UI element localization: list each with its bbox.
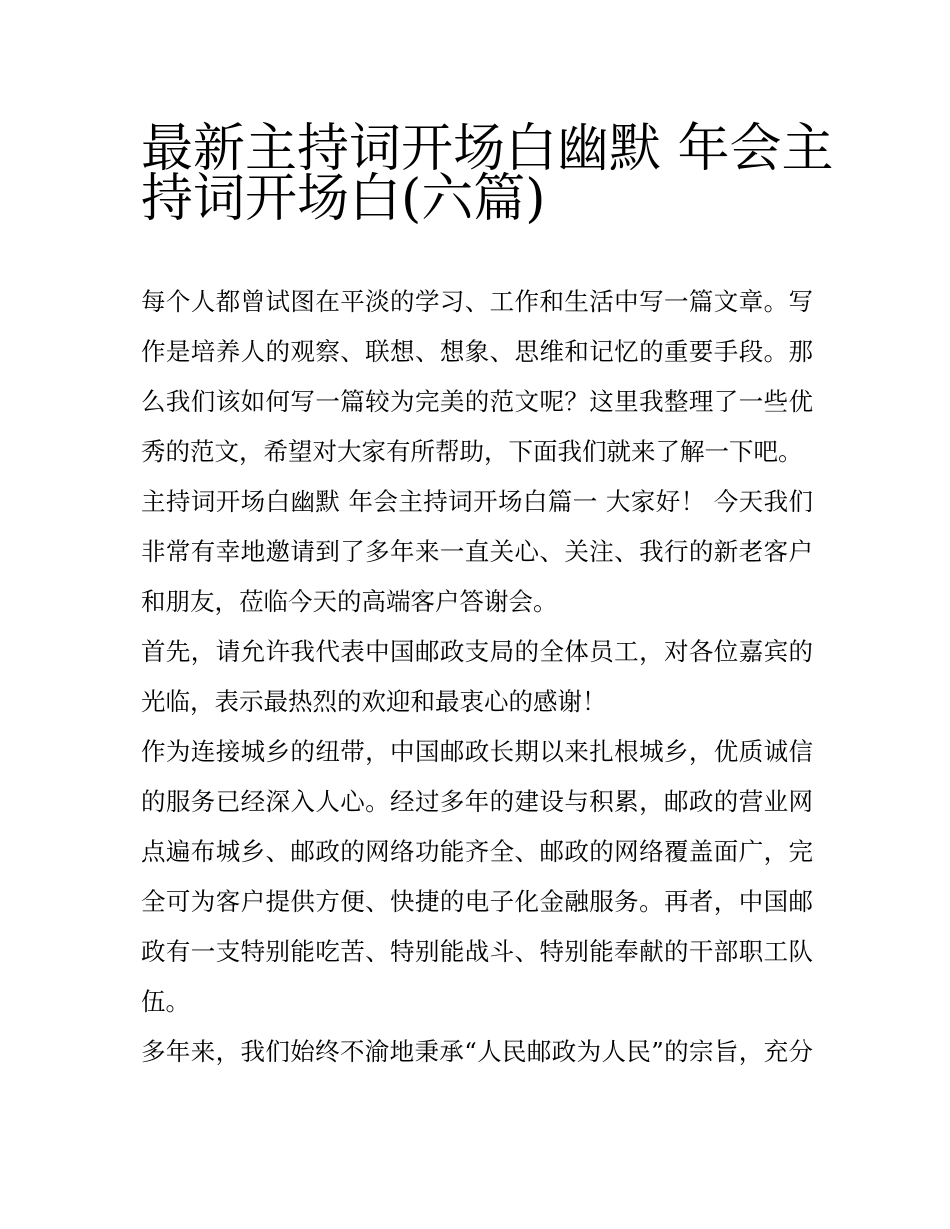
text-line: 首先，请允许我代表中国邮政支局的全体员工，对各位嘉宾的 (141, 637, 813, 666)
document-body (141, 277, 813, 1077)
text-line: 的服务已经深入人心。经过多年的建设与积累，邮政的营业网 (141, 787, 813, 816)
text-line: 作为连接城乡的纽带，中国邮政长期以来扎根城乡，优质诚信 (141, 737, 813, 766)
paragraph-welcome (141, 627, 813, 727)
paragraph-postal-service (141, 727, 813, 1027)
text-line: 伍。 (141, 987, 190, 1016)
text-line: 非常有幸地邀请到了多年来一直关心、关注、我行的新老客户 (141, 537, 813, 566)
paragraph-intro (141, 277, 813, 477)
text-line: 政有一支特别能吃苦、特别能战斗、特别能奉献的干部职工队 (141, 937, 813, 966)
text-line: 每个人都曾试图在平淡的学习、工作和生活中写一篇文章。写 (141, 287, 813, 316)
paragraph-mission (141, 1027, 813, 1077)
text-line: 秀的范文，希望对大家有所帮助，下面我们就来了解一下吧。 (141, 437, 803, 466)
text-line: 全可为客户提供方便、快捷的电子化金融服务。再者，中国邮 (141, 887, 813, 916)
text-line: 作是培养人的观察、联想、想象、思维和记忆的重要手段。那 (141, 337, 813, 366)
text-line: 主持词开场白幽默 年会主持词开场白篇一 大家好！ 今天我们 (141, 487, 813, 516)
title-line: 最新主持词开场白幽默 年会主 (141, 119, 834, 179)
text-line: 光临，表示最热烈的欢迎和最衷心的感谢！ (141, 687, 607, 716)
text-line: 多年来，我们始终不渝地秉承“人民邮政为人民”的宗旨，充分 (141, 1037, 813, 1066)
text-line: 么我们该如何写一篇较为完美的范文呢？这里我整理了一些优 (141, 387, 813, 416)
text-line: 和朋友，莅临今天的高端客户答谢会。 (141, 587, 558, 616)
text-line: 点遍布城乡、邮政的网络功能齐全、邮政的网络覆盖面广，完 (141, 837, 813, 866)
paragraph-opening (141, 477, 813, 627)
document-title (141, 113, 834, 229)
title-line: 持词开场白(六篇) (141, 169, 546, 229)
